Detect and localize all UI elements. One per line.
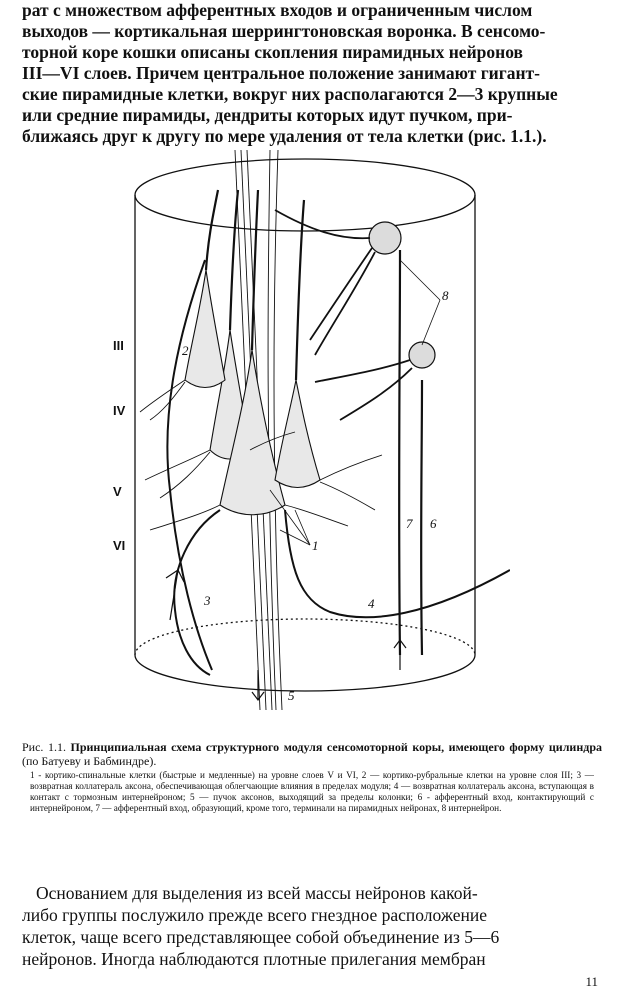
top-paragraph — [22, 0, 602, 147]
text-line: выходов — кортикальная шеррингтоновская воронка. В сенсомо- — [22, 21, 546, 41]
label-3: 3 — [204, 593, 211, 608]
collateral-4 — [285, 510, 510, 617]
page-number: 11 — [585, 974, 598, 989]
direction-arrows — [166, 570, 406, 700]
text-line: рат с множеством афферентных входов и ограниченным числом — [22, 0, 533, 20]
label-4: 4 — [368, 596, 375, 611]
cortical-module-figure — [100, 150, 510, 710]
label-8: 8 — [442, 288, 449, 303]
label-6: 6 — [430, 516, 437, 531]
text-line: ближаясь друг к другу по мере удаления от тела клетки (рис. 1.1.). — [22, 126, 547, 146]
module-diagram — [100, 150, 510, 710]
text-line: Основанием для выделения из всей массы нейронов какой- — [36, 883, 478, 903]
layer-label-iii: III — [113, 338, 124, 353]
layer-labels — [113, 338, 126, 553]
caption-credit: (по Батуеву и Бабминдре). — [22, 754, 157, 768]
text-line: или средние пирамиды, дендриты которых идут пучком, при- — [22, 105, 513, 125]
layer-label-v: V — [113, 484, 122, 499]
text-line: III—VI слоев. Причем центральное положение занимают гигант- — [22, 63, 540, 83]
text-line: клеток, чаще всего представляющее собой объединение из 5—6 — [22, 927, 500, 947]
pyramid-cell-upper — [185, 270, 225, 388]
layer-label-iv: IV — [113, 403, 126, 418]
caption-title — [22, 740, 602, 768]
text-line: нейронов. Иногда наблюдаются плотные прилегания мембран — [22, 949, 486, 969]
bottom-paragraph — [22, 882, 602, 970]
afferent-fibers — [399, 250, 422, 655]
layer-label-vi: VI — [113, 538, 126, 553]
label-2: 2 — [182, 343, 189, 358]
pyramid-cell-right — [275, 380, 320, 488]
text-line: торной коре кошки описаны скопления пирамидных нейронов — [22, 42, 523, 62]
figure-caption — [22, 740, 602, 814]
caption-label: Рис. 1.1. — [22, 740, 66, 754]
caption-heading: Принципиальная схема структурного модуля сенсомоторной коры, имеющего форму цилиндра — [70, 740, 603, 754]
text-line: либо группы послужило прежде всего гнездное расположение — [22, 905, 487, 925]
label-1: 1 — [312, 538, 319, 553]
label-7: 7 — [406, 516, 413, 531]
text-line: ские пирамидные клетки, вокруг них располагаются 2—3 крупные — [22, 84, 558, 104]
interneurons — [369, 222, 435, 368]
label-5: 5 — [288, 688, 295, 703]
caption-legend: 1 - кортико-спинальные клетки (быстрые и медленные) на уровне слоев V и VI, 2 — кортико-рубральные клетки на уровне слоя III; 3 — возвратная коллатераль аксона, обеспечивающая облегчающие влияния в пределах модуля; 4 — возвратная коллатераль аксона, вступающая в контакт с тормозным интернейроном; 5 — пучок аксонов, выходящий за пределы колонки; 6 - афферентный вход, контактирующий с интернейроном, 7 — афферентный вход, образующий, кроме того, терминали на пирамидных нейронах, 8 интернейрон. — [30, 770, 594, 813]
